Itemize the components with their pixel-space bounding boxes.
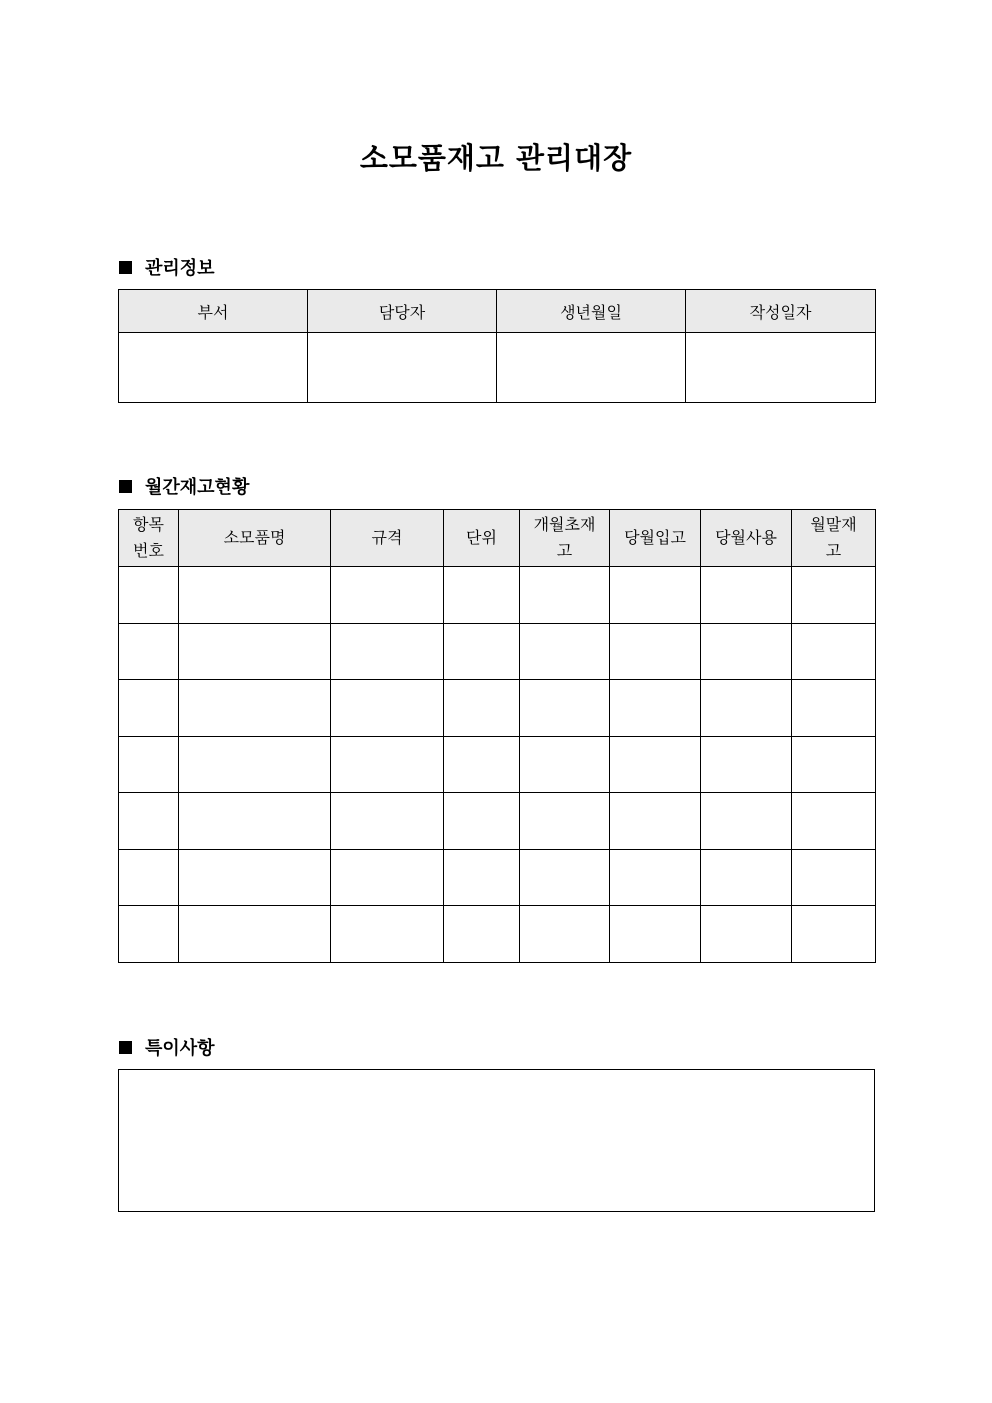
table-cell[interactable]	[179, 680, 331, 737]
header-monthly-in: 당월입고	[610, 510, 701, 567]
table-row	[119, 906, 876, 963]
table-cell[interactable]	[610, 623, 701, 680]
header-monthly-use: 당월사용	[701, 510, 792, 567]
table-cell[interactable]	[119, 623, 179, 680]
stock-table	[118, 509, 876, 963]
table-cell[interactable]	[444, 906, 520, 963]
table-cell[interactable]	[331, 567, 444, 624]
table-cell[interactable]	[701, 906, 792, 963]
table-row	[119, 567, 876, 624]
table-cell[interactable]	[444, 623, 520, 680]
table-cell[interactable]	[444, 567, 520, 624]
table-cell[interactable]	[520, 623, 610, 680]
table-cell[interactable]	[701, 680, 792, 737]
written-date-field[interactable]	[686, 333, 876, 403]
table-cell[interactable]	[701, 567, 792, 624]
table-cell[interactable]	[520, 736, 610, 793]
table-cell[interactable]	[119, 906, 179, 963]
table-cell[interactable]	[119, 793, 179, 850]
table-cell[interactable]	[179, 736, 331, 793]
section-heading-label: 관리정보	[145, 258, 215, 279]
header-item-number: 항목번호	[119, 510, 179, 567]
table-cell[interactable]	[520, 793, 610, 850]
table-cell[interactable]	[792, 623, 876, 680]
table-cell[interactable]	[610, 736, 701, 793]
table-cell[interactable]	[179, 567, 331, 624]
table-cell[interactable]	[792, 567, 876, 624]
table-cell[interactable]	[520, 906, 610, 963]
table-cell[interactable]	[610, 906, 701, 963]
table-row	[119, 680, 876, 737]
header-opening-stock: 개월초재고	[520, 510, 610, 567]
notes-box[interactable]	[118, 1069, 875, 1212]
table-cell[interactable]	[331, 906, 444, 963]
section-heading-info	[119, 254, 215, 280]
table-cell[interactable]	[119, 849, 179, 906]
header-item-name: 소모품명	[179, 510, 331, 567]
square-bullet-icon	[119, 261, 132, 274]
table-row	[119, 333, 876, 403]
table-cell[interactable]	[520, 567, 610, 624]
table-cell[interactable]	[179, 793, 331, 850]
table-cell[interactable]	[444, 680, 520, 737]
table-row	[119, 793, 876, 850]
table-cell[interactable]	[792, 793, 876, 850]
section-heading-notes	[119, 1034, 215, 1060]
table-cell[interactable]	[331, 623, 444, 680]
table-cell[interactable]	[701, 793, 792, 850]
page-title: 소모품재고 관리대장	[359, 141, 633, 175]
table-cell[interactable]	[701, 849, 792, 906]
table-cell[interactable]	[792, 736, 876, 793]
table-row	[119, 623, 876, 680]
table-cell[interactable]	[701, 736, 792, 793]
table-cell[interactable]	[792, 906, 876, 963]
table-cell[interactable]	[610, 680, 701, 737]
square-bullet-icon	[119, 480, 132, 493]
table-cell[interactable]	[610, 849, 701, 906]
table-cell[interactable]	[331, 736, 444, 793]
table-cell[interactable]	[792, 849, 876, 906]
section-heading-label: 특이사항	[145, 1038, 215, 1059]
header-spec: 규격	[331, 510, 444, 567]
table-cell[interactable]	[792, 680, 876, 737]
table-row	[119, 849, 876, 906]
table-cell[interactable]	[119, 680, 179, 737]
table-row	[119, 736, 876, 793]
table-cell[interactable]	[179, 623, 331, 680]
table-cell[interactable]	[444, 793, 520, 850]
table-cell[interactable]	[610, 793, 701, 850]
info-table	[118, 289, 876, 403]
header-birthdate: 생년월일	[497, 290, 686, 333]
birthdate-field[interactable]	[497, 333, 686, 403]
table-cell[interactable]	[331, 793, 444, 850]
square-bullet-icon	[119, 1041, 132, 1054]
header-written-date: 작성일자	[686, 290, 876, 333]
header-unit: 단위	[444, 510, 520, 567]
section-heading-stock	[119, 473, 249, 499]
table-cell[interactable]	[119, 567, 179, 624]
table-cell[interactable]	[520, 680, 610, 737]
table-cell[interactable]	[179, 906, 331, 963]
header-department: 부서	[119, 290, 308, 333]
table-header-row	[119, 290, 876, 333]
section-heading-label: 월간재고현황	[145, 477, 250, 498]
department-field[interactable]	[119, 333, 308, 403]
table-cell[interactable]	[179, 849, 331, 906]
manager-field[interactable]	[308, 333, 497, 403]
header-manager: 담당자	[308, 290, 497, 333]
table-cell[interactable]	[444, 849, 520, 906]
table-header-row	[119, 510, 876, 567]
table-cell[interactable]	[331, 680, 444, 737]
table-cell[interactable]	[701, 623, 792, 680]
table-cell[interactable]	[331, 849, 444, 906]
header-closing-stock: 월말재고	[792, 510, 876, 567]
table-cell[interactable]	[610, 567, 701, 624]
table-cell[interactable]	[119, 736, 179, 793]
table-cell[interactable]	[444, 736, 520, 793]
table-cell[interactable]	[520, 849, 610, 906]
